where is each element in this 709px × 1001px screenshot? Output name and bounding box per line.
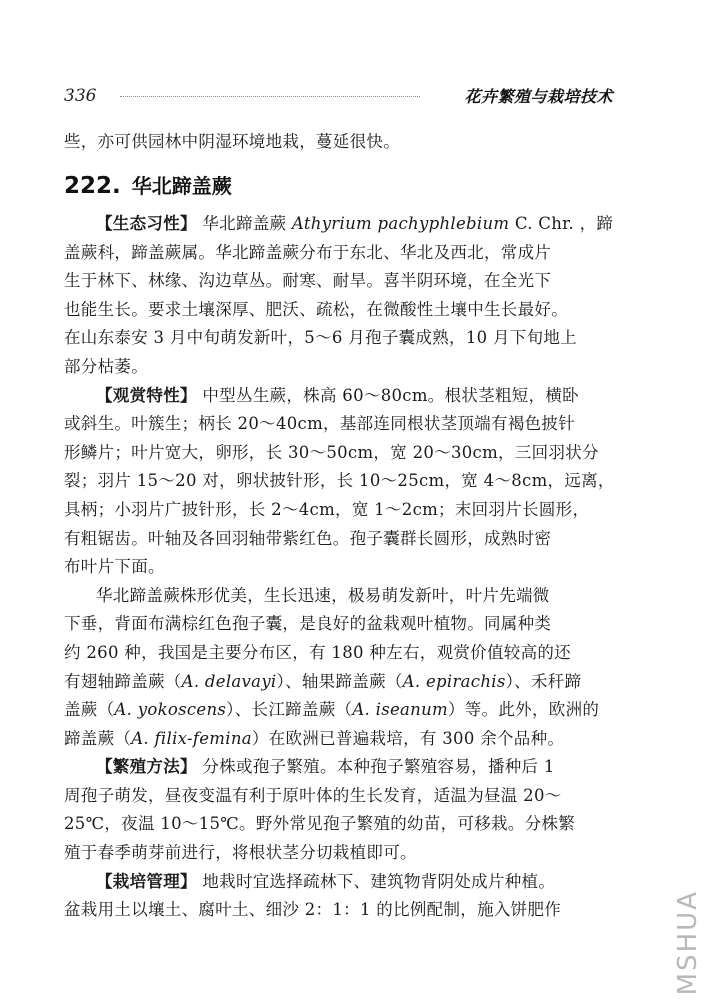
text-line xyxy=(64,696,624,725)
text-line: 约 260 种，我国是主要分布区，有 180 种左右，观赏价值较高的还 xyxy=(64,642,571,662)
latin-name: A. delavayi xyxy=(181,671,277,691)
text-segment: ）在欧洲已普遍栽培，有 300 余个品种。 xyxy=(251,728,565,748)
text-line xyxy=(64,382,624,411)
text-segment: 地栽时宜选择疏林下、建筑物背阴处成片种植。 xyxy=(196,871,556,891)
text-line: 盖蕨科，蹄盖蕨属。华北蹄盖蕨分布于东北、华北及西北，常成片 xyxy=(64,242,552,262)
text-segment: 华北蹄盖蕨 xyxy=(196,214,292,233)
related-species-paragraph xyxy=(64,582,624,754)
text-line: 在山东泰安 3 月中旬萌发新叶，5～6 月孢子囊成熟，10 月下旬地上 xyxy=(64,328,577,348)
text-line xyxy=(64,725,624,754)
cultivation-paragraph xyxy=(64,868,624,925)
text-line: 生于林下、林缘、沟边草丛。耐寒、耐旱。喜半阴环境，在全光下 xyxy=(64,271,552,291)
text-line: 具柄；小羽片广披针形，长 2～4cm，宽 1～2cm；末回羽片长圆形， xyxy=(64,499,590,519)
article-body xyxy=(64,210,624,925)
text-line: 周孢子萌发，昼夜变温有利于原叶体的生长发育，适温为昼温 20～ xyxy=(64,785,562,805)
intro-paragraph xyxy=(64,128,624,157)
header-rule xyxy=(120,96,420,97)
text-line xyxy=(64,210,624,239)
text-line: 25℃，夜温 10～15℃。野外常见孢子繁殖的幼苗，可移栽。分株繁 xyxy=(64,814,576,834)
ornamental-paragraph xyxy=(64,382,624,582)
text-segment: ）、轴果蹄盖蕨（ xyxy=(276,671,403,691)
section-title: 华北蹄盖蕨 xyxy=(131,174,232,198)
latin-name: A. iseanum xyxy=(352,700,448,720)
text-line xyxy=(64,753,624,782)
ecology-label: 【生态习性】 xyxy=(96,214,197,233)
text-segment: 盖蕨（ xyxy=(64,700,115,720)
text-line xyxy=(64,868,624,897)
page-number: 336 xyxy=(64,86,97,106)
section-number: 222. xyxy=(64,173,121,199)
text-line xyxy=(64,668,624,697)
ornamental-label: 【观赏特性】 xyxy=(96,385,197,405)
text-segment: ）、禾秆蹄 xyxy=(505,671,582,691)
running-title: 花卉繁殖与栽培技术 xyxy=(464,87,613,106)
text-segment: 分株或孢子繁殖。本种孢子繁殖容易，播种后 1 xyxy=(196,757,555,777)
text-line: 下垂，背面布满棕红色孢子囊，是良好的盆栽观叶植物。同属种类 xyxy=(64,614,552,634)
latin-name: Athyrium pachyphlebium xyxy=(291,214,510,233)
ecology-paragraph xyxy=(64,210,624,382)
text-line: 部分枯萎。 xyxy=(64,356,148,376)
text-segment: C. Chr. ，蹄 xyxy=(509,214,614,233)
text-line: 有粗锯齿。叶轴及各回羽轴带紫红色。孢子囊群长圆形，成熟时密 xyxy=(64,528,552,548)
text-segment: 中型丛生蕨，株高 60～80cm。根状茎粗短，横卧 xyxy=(196,385,579,405)
latin-name: A. filix-femina xyxy=(131,728,252,748)
latin-name: A. yokoscens xyxy=(114,700,227,720)
latin-name: A. epirachis xyxy=(402,671,506,691)
intro-line: 些，亦可供园林中阴湿环境地栽，蔓延很快。 xyxy=(64,132,400,151)
text-line: 殖于春季萌芽前进行，将根状茎分切栽植即可。 xyxy=(64,843,417,863)
cultivation-label: 【栽培管理】 xyxy=(96,871,197,891)
text-segment: 有翅轴蹄盖蕨（ xyxy=(64,671,182,691)
propagation-label: 【繁殖方法】 xyxy=(96,757,197,777)
text-segment: ）等。此外，欧洲的 xyxy=(447,700,600,720)
propagation-paragraph xyxy=(64,753,624,867)
section-heading xyxy=(64,170,232,199)
text-line: 华北蹄盖蕨株形优美，生长迅速，极易萌发新叶，叶片先端微 xyxy=(96,585,550,605)
text-line: 也能生长。要求土壤深厚、肥沃、疏松，在微酸性土壤中生长最好。 xyxy=(64,299,568,319)
text-line: 布叶片下面。 xyxy=(64,557,165,577)
text-line: 或斜生。叶簇生；柄长 20～40cm，基部连同根状茎顶端有褐色披针 xyxy=(64,414,576,434)
text-line: 裂；羽片 15～20 对，卵状披针形，长 10～25cm，宽 4～8cm，远离， xyxy=(64,471,615,491)
text-line: 形鳞片；叶片宽大，卵形，长 30～50cm，宽 20～30cm，三回羽状分 xyxy=(64,442,599,462)
text-segment: ）、长江蹄盖蕨（ xyxy=(226,700,353,720)
text-segment: 蹄盖蕨（ xyxy=(64,728,132,748)
watermark: MSHUA xyxy=(673,889,703,995)
text-line: 盆栽用土以壤土、腐叶土、细沙 2：1：1 的比例配制，施入饼肥作 xyxy=(64,900,562,920)
